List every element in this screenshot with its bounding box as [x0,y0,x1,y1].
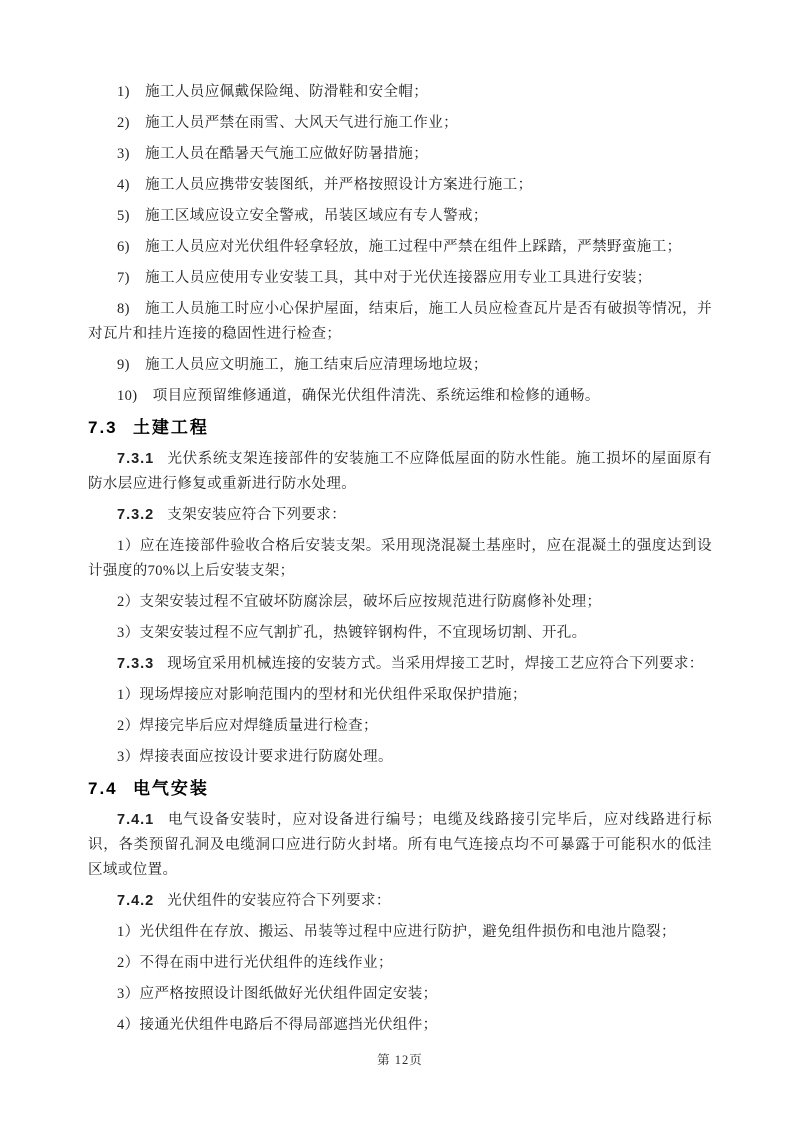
list-item-text: 项目应预留维修通道，确保光伏组件清洗、系统运维和检修的通畅。 [152,388,600,404]
section-heading-7-4 [88,778,712,800]
list-item-number: 4) [117,177,130,193]
list-item-number: 8) [117,301,130,317]
sub-list-item [88,745,712,770]
sub-list-item-text: 2）不得在雨中进行光伏组件的连线作业； [117,955,393,971]
clause-number: 7.3.3 [117,656,155,672]
sub-list-item [88,982,712,1007]
list-item [88,235,712,260]
sub-list-item-text: 3）支架安装过程不应气割扩孔，热镀锌钢构件，不宜现场切割、开孔。 [117,625,587,641]
list-item [88,142,712,167]
list-item-text: 施工人员施工时应小心保护屋面，结束后，施工人员应检查瓦片是否有破损等情况，并对瓦片和挂片连接的稳固性进行检查； [88,301,712,342]
sub-list-item-text: 2）支架安装过程不宜破坏防腐涂层，破坏后应按规范进行防腐修补处理； [117,594,602,610]
list-item-number: 9) [117,357,130,373]
clause-paragraph [88,503,712,528]
list-item [88,204,712,229]
clause-number: 7.3.1 [117,451,155,467]
list-item [88,266,712,291]
sub-list-item [88,683,712,708]
clause-paragraph [88,447,712,497]
clause-paragraph [88,808,712,883]
sub-list-item [88,1013,712,1038]
sub-list-item-text: 3）焊接表面应按设计要求进行防腐处理。 [117,749,393,765]
section-title: 土建工程 [132,418,209,437]
list-item [88,384,712,409]
sub-list-item [88,920,712,945]
list-item-text: 施工人员严禁在雨雪、大风天气进行施工作业； [145,115,459,131]
clause-paragraph [88,889,712,914]
list-item-text: 施工人员应佩戴保险绳、防滑鞋和安全帽； [145,84,429,100]
list-item-number: 10) [117,388,138,404]
list-item [88,173,712,198]
list-item-text: 施工人员应对光伏组件轻拿轻放，施工过程中严禁在组件上踩踏，严禁野蛮施工； [145,239,682,255]
list-item-number: 2) [117,115,130,131]
clause-number: 7.3.2 [117,507,155,523]
list-item [88,80,712,105]
sub-list-item [88,621,712,646]
list-item-text: 施工区域应设立安全警戒，吊装区域应有专人警戒； [145,208,488,224]
sub-list-item [88,534,712,584]
clause-text: 光伏系统支架连接部件的安装施工不应降低屋面的防水性能。施工损坏的屋面原有防水层应进行修复或重新进行防水处理。 [88,451,712,492]
sub-list-item-text: 1）应在连接部件验收合格后安装支架。采用现浇混凝土基座时，应在混凝土的强度达到设计强度的70%以上后安装支架； [88,538,712,579]
list-item [88,353,712,378]
clause-paragraph [88,652,712,677]
list-item-text: 施工人员在酷暑天气施工应做好防暑措施； [145,146,429,162]
clause-text: 电气设备安装时，应对设备进行编号；电缆及线路接引完毕后，应对线路进行标识，各类预留孔洞及电缆洞口应进行防火封堵。所有电气连接点均不可暴露于可能积水的低洼区域或位置。 [88,812,712,878]
list-item [88,297,712,347]
list-item-number: 5) [117,208,130,224]
sub-list-item-text: 4）接通光伏组件电路后不得局部遮挡光伏组件； [117,1017,438,1033]
clause-number: 7.4.2 [117,893,155,909]
section-number: 7.3 [88,418,118,437]
sub-list-item-text: 1）光伏组件在存放、搬运、吊装等过程中应进行防护，避免组件损伤和电池片隐裂； [117,924,676,940]
sub-list-item-text: 2）焊接完毕后应对焊缝质量进行检查； [117,718,378,734]
list-item-text: 施工人员应文明施工，施工结束后应清理场地垃圾； [145,357,488,373]
list-item-number: 3) [117,146,130,162]
section-title: 电气安装 [132,779,209,798]
sub-list-item [88,951,712,976]
sub-list-item-text: 3）应严格按照设计图纸做好光伏组件固定安装； [117,986,438,1002]
sub-list-item [88,590,712,615]
clause-text: 支架安装应符合下列要求： [167,507,347,523]
list-item-text: 施工人员应携带安装图纸，并严格按照设计方案进行施工； [145,177,533,193]
clause-number: 7.4.1 [117,812,155,828]
sub-list-item-text: 1）现场焊接应对影响范围内的型材和光伏组件采取保护措施； [117,687,527,703]
list-item-number: 1) [117,84,130,100]
sub-list-item [88,714,712,739]
clause-text: 光伏组件的安装应符合下列要求： [167,893,391,909]
page-number: 第 12页 [377,1053,423,1067]
section-heading-7-3 [88,417,712,439]
list-item-number: 6) [117,239,130,255]
clause-text: 现场宜采用机械连接的安装方式。当采用焊接工艺时，焊接工艺应符合下列要求： [167,656,704,672]
list-item-text: 施工人员应使用专业安装工具，其中对于光伏连接器应用专业工具进行安装； [145,270,652,286]
section-number: 7.4 [88,779,118,798]
list-item [88,111,712,136]
list-item-number: 7) [117,270,130,286]
